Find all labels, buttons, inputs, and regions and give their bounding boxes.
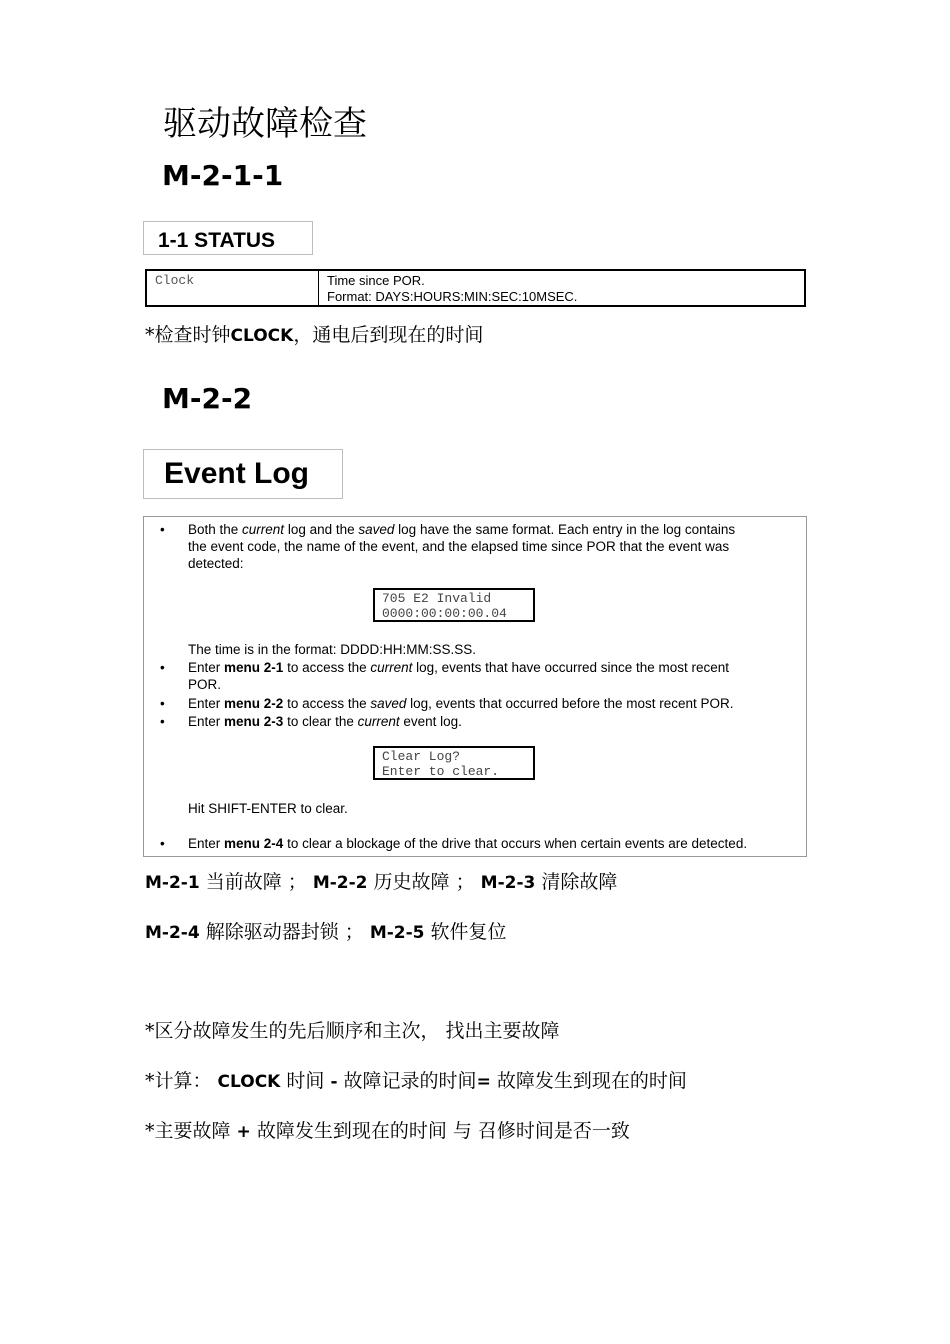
p1-line1: Both the current log and the saved log have the same format. Each entry in the log contains xyxy=(188,522,736,537)
clock-note xyxy=(145,322,483,349)
bullet: • xyxy=(160,696,165,711)
status-label-clock: Clock xyxy=(147,271,319,305)
menu-code-2-3: M-2-3 xyxy=(480,873,536,893)
time-format-text: The time is in the format: DDDD:HH:MM:SS.SS. xyxy=(188,642,477,657)
menu-code-2-5: M-2-5 xyxy=(369,923,425,943)
lcd1-line1: 705 E2 Invalid xyxy=(382,591,492,606)
status-table xyxy=(145,269,806,307)
note-main-fault: *主要故障 + 故障发生到现在的时间 与 召修时间是否一致 xyxy=(145,1120,630,1142)
status-header: 1-1 STATUS xyxy=(143,221,313,255)
shift-enter-text: Hit SHIFT-ENTER to clear. xyxy=(188,801,348,816)
bullet: • xyxy=(160,714,165,729)
lcd1-line2: 0000:00:00:00.04 xyxy=(382,606,507,621)
bullet: • xyxy=(160,660,165,675)
note-calculation: *计算： CLOCK 时间 - 故障记录的时间= 故障发生到现在的时间 xyxy=(145,1070,687,1092)
p1-line3: detected: xyxy=(188,556,244,571)
section-code-m-2-1-1: M-2-1-1 xyxy=(162,159,284,192)
menu-2-3-item: Enter menu 2-3 to clear the current event log. xyxy=(188,714,462,729)
status-description xyxy=(319,271,804,305)
status-desc-line1: Time since POR. xyxy=(327,273,425,288)
note-fault-order: *区分故障发生的先后顺序和主次， 找出主要故障 xyxy=(145,1020,560,1042)
lcd-display-clear-log xyxy=(373,746,535,780)
bullet: • xyxy=(160,836,165,851)
menu-2-2-item: Enter menu 2-2 to access the saved log, events that occurred before the most recent POR. xyxy=(188,696,734,711)
lcd2-line2: Enter to clear. xyxy=(382,764,500,779)
menu-code-2-4: M-2-4 xyxy=(145,923,200,943)
menu-code-2-1: M-2-1 xyxy=(145,873,200,893)
section-code-m-2-2: M-2-2 xyxy=(162,382,253,415)
clock-note-prefix: *检查时钟 xyxy=(145,324,231,346)
bullet: • xyxy=(160,522,165,537)
clock-note-bold: CLOCK xyxy=(230,326,294,346)
clock-note-suffix: ，通电后到现在的时间 xyxy=(293,324,484,346)
p1-line2: the event code, the name of the event, and the elapsed time since POR that the event was xyxy=(188,539,730,554)
lcd-display-event xyxy=(373,588,535,622)
menu-line-1: M-2-1 当前故障 ； M-2-2 历史故障 ； M-2-3 清除故障 xyxy=(145,871,618,893)
page-title: 驱动故障检查 xyxy=(163,104,367,144)
menu-code-2-2: M-2-2 xyxy=(312,873,368,893)
event-log-paragraph xyxy=(188,521,800,572)
lcd2-line1: Clear Log? xyxy=(382,749,461,764)
menu-line-2: M-2-4 解除驱动器封锁 ； M-2-5 软件复位 xyxy=(145,921,507,943)
event-log-description xyxy=(143,516,807,857)
status-desc-line2: Format: DAYS:HOURS:MIN:SEC:10MSEC. xyxy=(327,289,578,304)
menu-2-1-item: Enter menu 2-1 to access the current log, events that have occurred since the most recent POR. xyxy=(188,660,730,692)
menu-2-4-item: Enter menu 2-4 to clear a blockage of the drive that occurs when certain events are detected. xyxy=(188,836,748,851)
event-log-header: Event Log xyxy=(143,449,343,499)
